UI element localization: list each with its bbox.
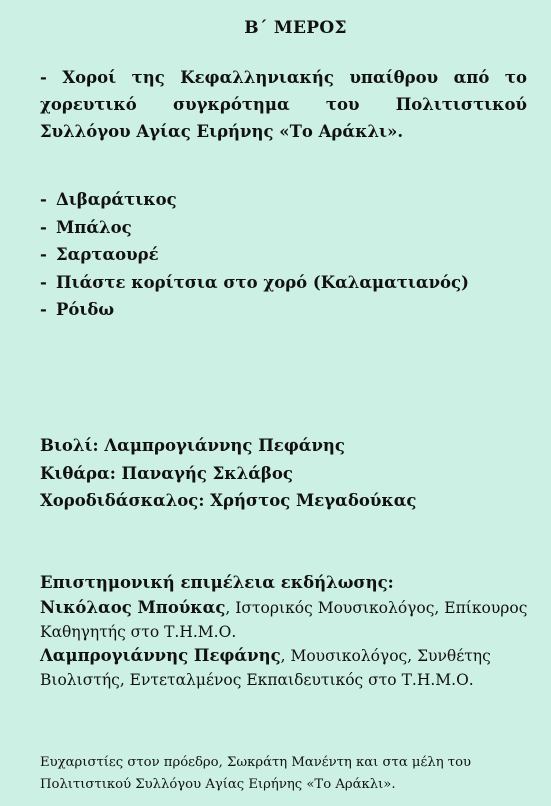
credit-violin: Βιολί: Λαμπρογιάννης Πεφάνης (40, 436, 345, 455)
dance-list (40, 186, 520, 324)
scientific-heading: Επιστημονική επιμέλεια εκδήλωσης: (40, 573, 394, 592)
supervisor-role: , Μουσικολόγος, Συνθέτης Βιολιστής, Εντεταλμένος Εκπαιδευτικός στο Τ.Η.Μ.Ο. (40, 647, 491, 689)
musicians-credits (40, 432, 520, 515)
list-bullet: - (40, 217, 47, 237)
dance-name: Ρόιδω (56, 300, 115, 319)
supervisor-entry (40, 596, 530, 644)
supervisor-role: , Ιστορικός Μουσικολόγος, Επίκουρος Καθηγητής στο Τ.Η.Μ.Ο. (40, 599, 528, 641)
list-item (40, 186, 520, 214)
list-bullet: - (40, 300, 47, 319)
dance-name: Μπάλος (56, 217, 132, 237)
scientific-supervision (40, 570, 530, 692)
acknowledgements: Ευχαριστίες στον πρόεδρο, Σωκράτη Μανέντη και στα μέλη του Πολιτιστικού Συλλόγου Αγίας Ειρήνης «Το Αράκλι». (40, 755, 472, 792)
list-item (40, 269, 520, 297)
list-item (40, 214, 520, 242)
dance-name: Διβαράτικος (56, 190, 177, 209)
list-bullet: - (40, 245, 47, 264)
supervisor-name: Νικόλαος Μπούκας (40, 598, 226, 617)
list-item (40, 241, 520, 269)
supervisor-entry (40, 644, 530, 692)
list-bullet: - (40, 190, 47, 209)
supervisor-name: Λαμπρογιάννης Πεφάνης (40, 646, 281, 665)
list-bullet: - (40, 272, 47, 292)
credit-dance-teacher: Χοροδιδάσκαλος: Χρήστος Μεγαδούκας (40, 491, 417, 510)
intro-paragraph: - Χοροί της Κεφαλληνιακής υπαίθρου από το χορευτικό συγκρότημα του Πολιτιστικού Συλλόγου Αγίας Ειρήνης «Το Αράκλι». (40, 68, 527, 141)
credit-guitar: Κιθάρα: Παναγής Σκλάβος (40, 463, 293, 483)
dance-name: Σαρταουρέ (56, 245, 159, 264)
section-title: Β΄ ΜΕΡΟΣ (244, 18, 347, 38)
dance-name: Πιάστε κορίτσια στο χορό (Καλαματιανός) (56, 272, 469, 292)
list-item (40, 296, 520, 324)
